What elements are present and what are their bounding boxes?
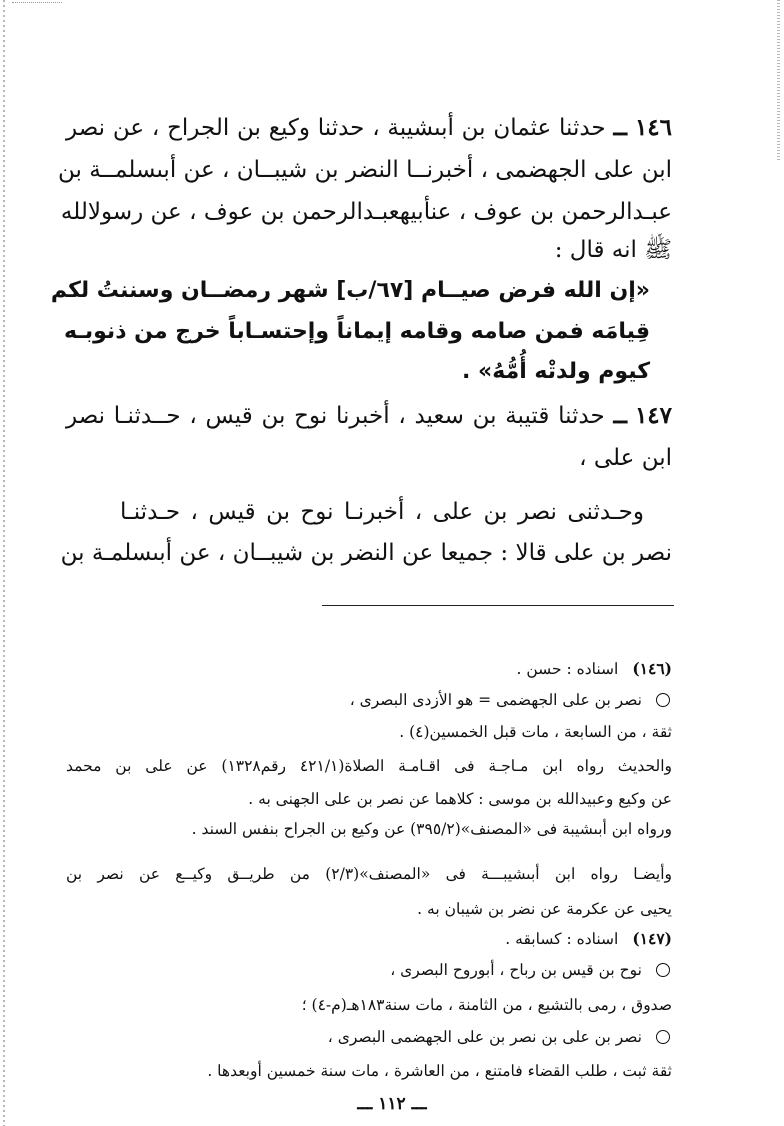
footnote-146-para-1: والحديث رواه ابن مـاجـة فى اقـامـة الصلاة(٤٢١/١ رقم١٣٢٨) عن على بن محمد xyxy=(66,757,673,775)
footnote-147-narrator-2-grade: ثقة ثبت ، طلب القضاء فامتنع ، من العاشرة ، مات سنة خمسين أوبعدها . xyxy=(207,1062,672,1080)
footnote-bullet-2 xyxy=(656,963,670,977)
scan-edge-top xyxy=(12,2,62,4)
footnote-147-narrator-1-grade: صدوق ، رمى بالتشيع ، من الثامنة ، مات سنة١٨٣هـ(م-٤) ؛ xyxy=(301,996,672,1014)
hadith-146-line-3: عبـدالرحمن بن عوف ، عنأبيهعبـدالرحمن بن عوف ، عن رسولالله xyxy=(60,199,672,225)
footnote-146-narrator-1: نصر بن على الجهضمى = هو الأزدى البصرى ، xyxy=(349,691,642,709)
hadith-146-number: ١٤٦ xyxy=(634,114,672,141)
hadith-146-quote-1: «إن الله فرض صيــام [٦٧/ب] شهر رمضــان وسننتُ لكم xyxy=(50,278,650,303)
hadith-147-line-1 xyxy=(66,394,672,438)
scan-edge-right xyxy=(777,0,780,160)
footnote-146-para-4: وأيضـا رواه ابن أبىشيبـــة فى «المصنف»(٢/٣) من طريــق وكيــع عن نصر بن xyxy=(66,865,673,883)
footnote-146-number: (١٤٦) xyxy=(632,659,672,678)
scan-edge-left xyxy=(3,0,5,1126)
hadith-146-text-1: حدثنا عثمان بن أبىشيبة ، حدثنا وكيع بن الجراح ، عن نصر xyxy=(66,115,606,141)
hadith-146-dash: ــ xyxy=(613,114,627,141)
hadith-146-quote-3: كيوم ولدتْه أُمُّهُ» . xyxy=(462,359,650,384)
footnote-146-para-2: عن وكيع وعبيدالله بن موسى : كلاهما عن نصر بن على الجهنى به . xyxy=(248,790,672,808)
footnote-bullet-1 xyxy=(656,693,670,707)
hadith-146-line-2: ابن على الجهضمى ، أخبرنــا النضر بن شيبــان ، عن أبىسلمــة بن xyxy=(58,157,672,183)
footnote-146-narrator-1-grade: ثقة ، من السابعة ، مات قبل الخمسين(٤) . xyxy=(399,723,672,741)
hadith-146-line-1 xyxy=(66,106,672,150)
hadith-147-line-3: وحـدثنى نصر بن على ، أخبرنـا نوح بن قيس ، حـدثنـا xyxy=(120,499,644,525)
hadith-146-line-4: ﷺ انه قال : xyxy=(554,237,672,263)
footnote-146-para-5: يحيى عن عكرمة عن نضر بن شيبان به . xyxy=(417,900,672,918)
hadith-147-dash: ــ xyxy=(613,402,627,429)
footnote-146-para-3: ورواه ابن أبىشيبة فى «المصنف»(٣٩٥/٢) عن وكيع بن الجراح بنفس السند . xyxy=(191,820,672,838)
footnote-147-number: (١٤٧) xyxy=(632,929,672,948)
hadith-146-quote-2: قِيامَه فمن صامه وقامه إيماناً وإحتسـاباً خرج من ذنوبـه xyxy=(64,319,650,344)
hadith-147-line-2: ابن على ، xyxy=(579,445,672,471)
page-number: ـــ ١١٢ ـــ xyxy=(357,1094,427,1114)
footnote-bullet-3 xyxy=(656,1030,670,1044)
hadith-147-line-4: نصر بن على قالا : جميعا عن النضر بن شيبــان ، عن أبىسلمـة بن xyxy=(60,540,672,566)
footnote-147-narrator-2: نصر بن على بن نصر بن على الجهضمى البصرى ، xyxy=(327,1028,642,1046)
hadith-147-number: ١٤٧ xyxy=(634,402,673,429)
footnote-146-head-text: اسناده : حسن . xyxy=(516,660,619,678)
footnote-separator xyxy=(322,605,674,606)
hadith-147-text-1: حدثنا قتيبة بن سعيد ، أخبرنا نوح بن قيس ، حــدثنـا نصر xyxy=(66,403,605,429)
footnote-147-narrator-1: نوح بن قيس بن رباح ، أبوروح البصرى ، xyxy=(390,961,642,979)
footnote-146-heading xyxy=(66,654,672,684)
footnote-147-heading xyxy=(66,924,672,954)
footnote-147-head-text: اسناده : كسابقه . xyxy=(505,930,619,948)
